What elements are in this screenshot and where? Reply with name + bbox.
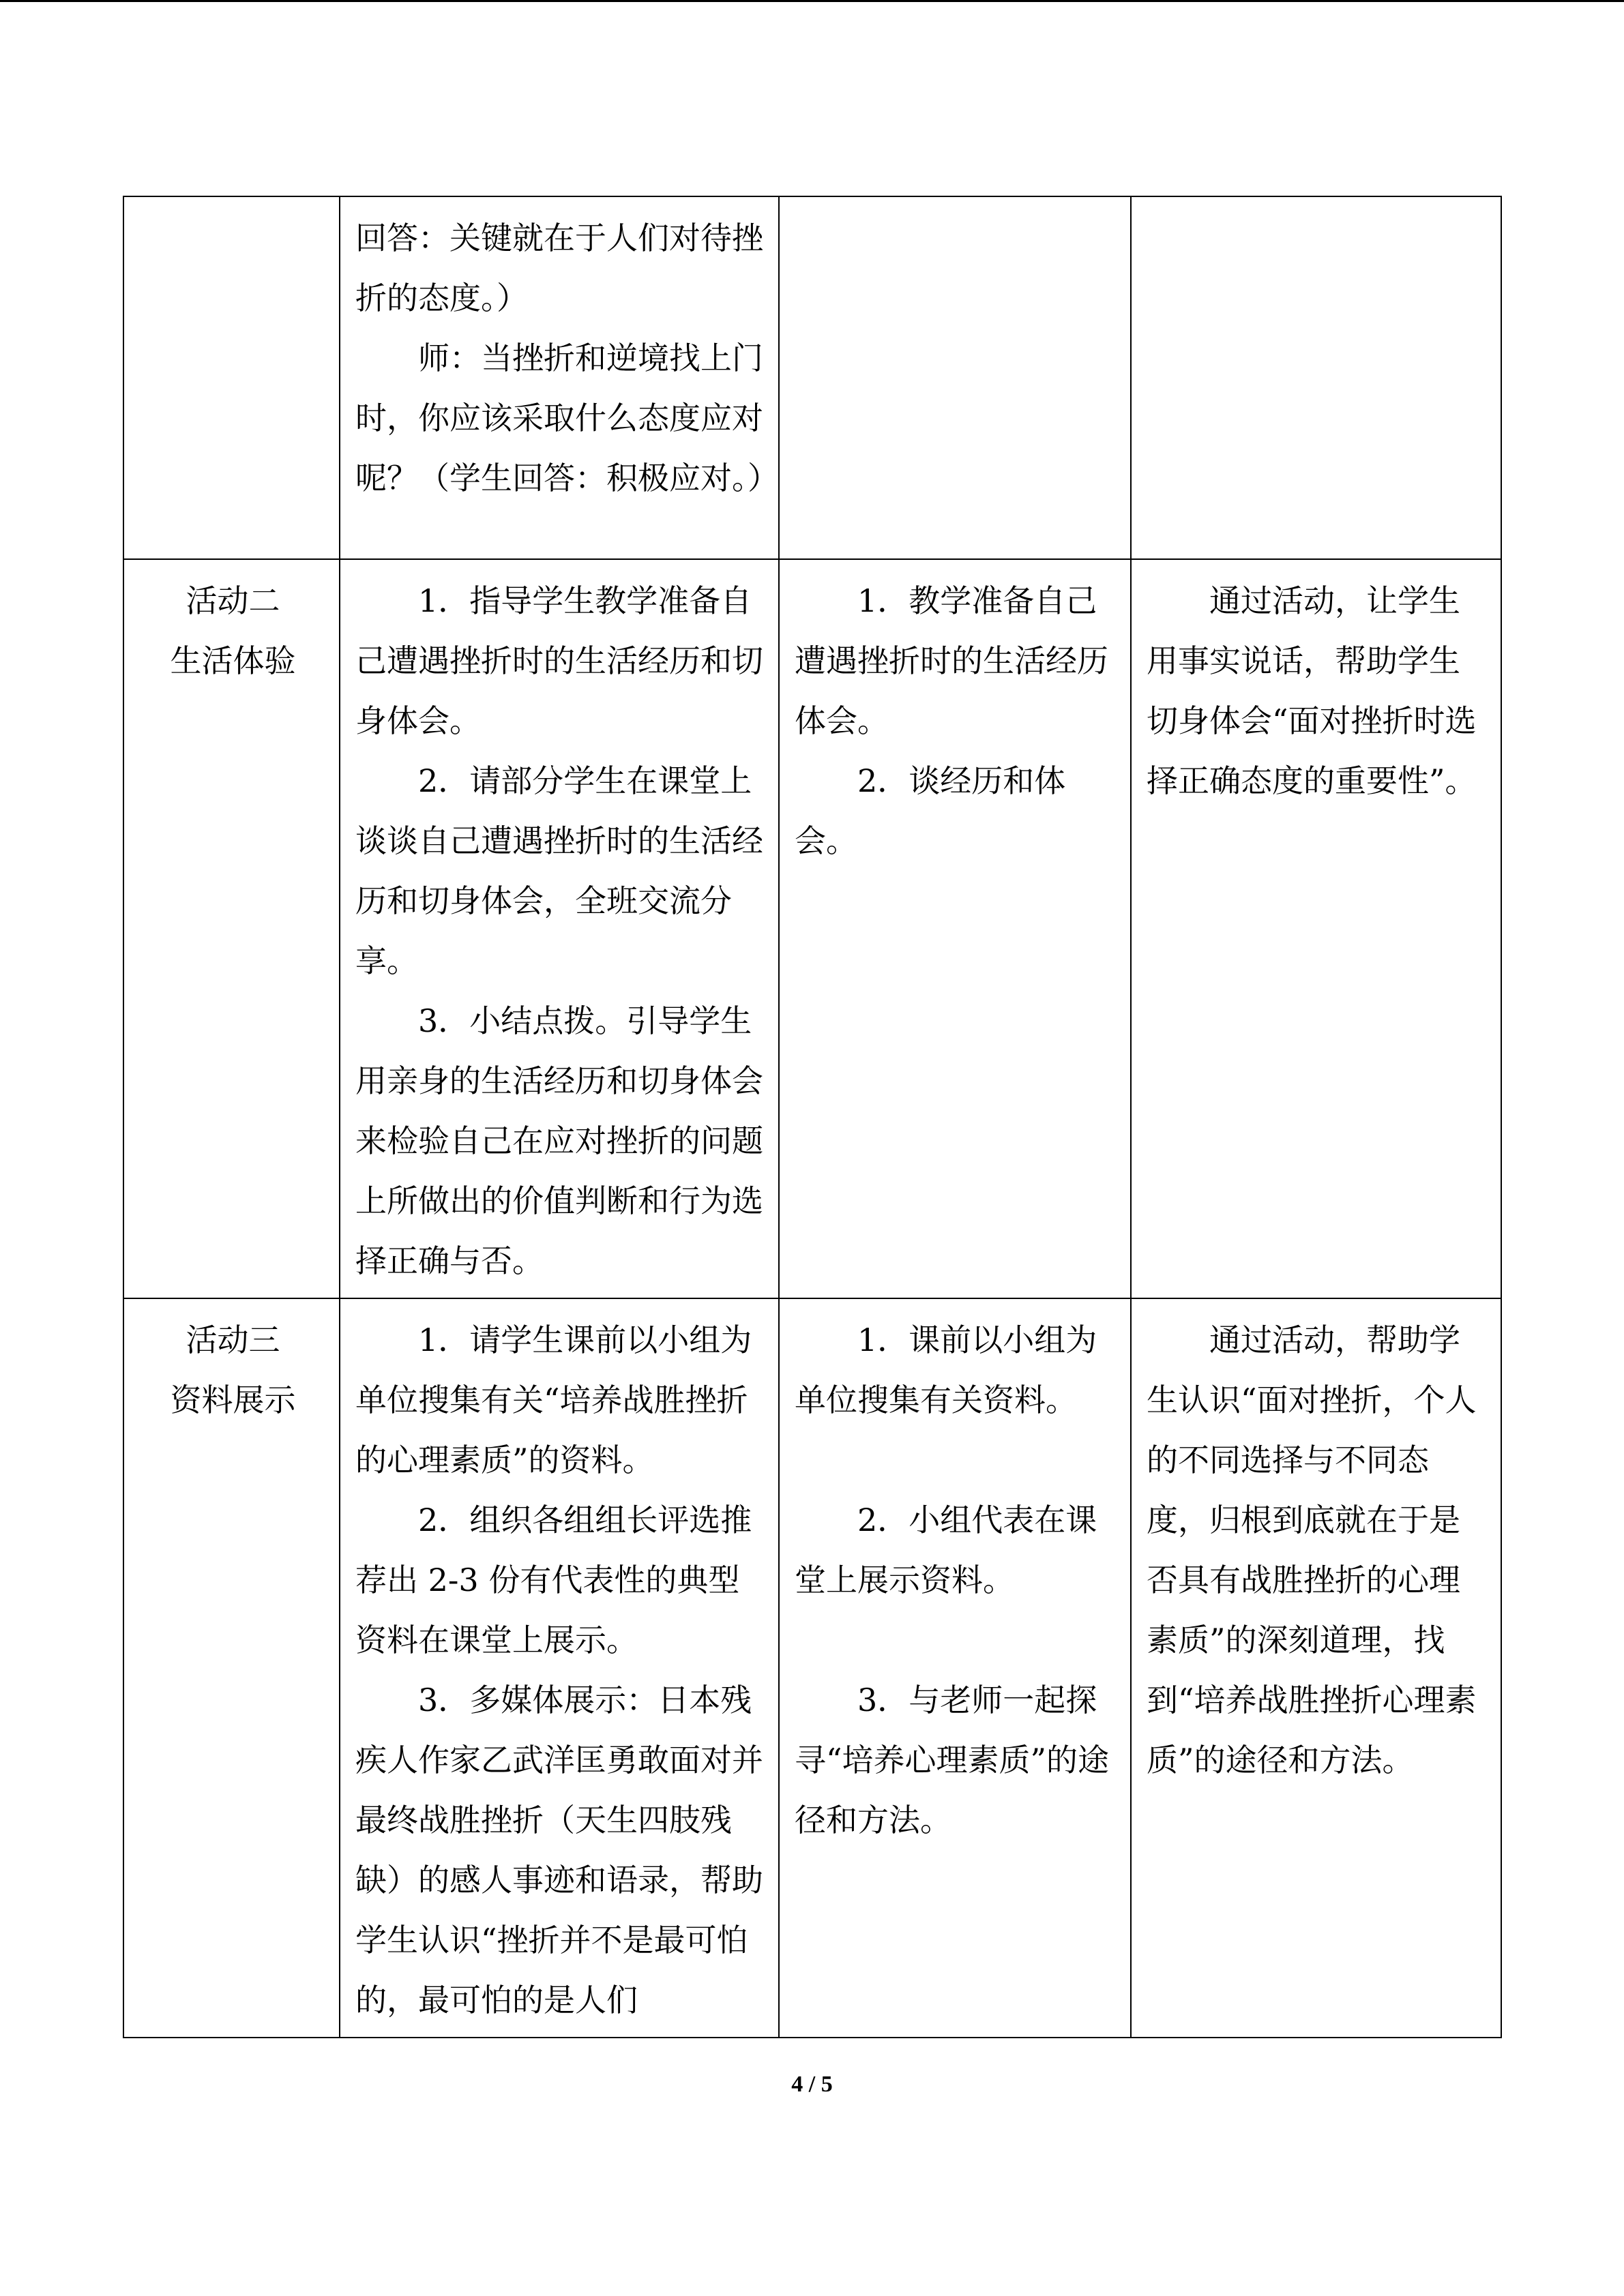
student-paragraph: 1．教学准备自己遭遇挫折时的生活经历体会。 [795, 582, 1108, 739]
design-intent-cell [1131, 1298, 1501, 2038]
teacher-paragraph: 3．多媒体展示：日本残疾人作家乙武洋匡勇敢面对并最终战胜挫折（天生四肢残缺）的感人事迹和语录，帮助学生认识“挫折并不是最可怕的，最可怕的是人们 [355, 1682, 763, 2018]
lesson-plan-table [123, 196, 1502, 2038]
student-paragraph: 2．小组代表在课堂上展示资料。 [795, 1502, 1097, 1598]
teacher-paragraph: 3．小结点拨。引导学生用亲身的生活经历和切身体会来检验自己在应对挫折的问题上所做出的价值判断和行为选择正确与否。 [355, 1002, 763, 1279]
activity-cell [123, 559, 340, 1298]
teacher-paragraph: 回答：关键就在于人们对待挫折的态度。） [355, 220, 763, 316]
student-paragraph: 3．与老师一起探寻“培养心理素质”的途径和方法。 [795, 1682, 1110, 1838]
activity-subtitle: 资料展示 [170, 1382, 296, 1418]
student-activity-cell [779, 559, 1131, 1298]
teacher-paragraph: 师：当挫折和逆境找上门时，你应该采取什么态度应对呢？（学生回答：积极应对。） [355, 340, 779, 496]
student-activity-cell [779, 1298, 1131, 2038]
table-row [123, 196, 1501, 559]
design-intent-cell [1131, 196, 1501, 559]
activity-cell [123, 1298, 340, 2038]
teacher-paragraph: 2．请部分学生在课堂上谈谈自己遭遇挫折时的生活经历和切身体会，全班交流分享。 [355, 762, 763, 979]
teacher-activity-cell [340, 559, 779, 1298]
intent-paragraph: 通过活动，帮助学生认识“面对挫折，个人的不同选择与不同态度，归根到底就在于是否具有战胜挫折的心理素质”的深刻道理，找到“培养战胜挫折心理素质”的途径和方法。 [1147, 1322, 1477, 1778]
intent-paragraph: 通过活动，让学生用事实说话，帮助学生切身体会“面对挫折时选择正确态度的重要性”。 [1147, 582, 1477, 799]
student-activity-cell [779, 196, 1131, 559]
table-row [123, 1298, 1501, 2038]
top-border-line [0, 0, 1624, 2]
teacher-activity-cell [340, 1298, 779, 2038]
student-paragraph: 1．课前以小组为单位搜集有关资料。 [795, 1322, 1097, 1418]
activity-name: 活动二 [186, 582, 280, 619]
activity-name: 活动三 [186, 1322, 280, 1358]
page-number: 4 / 5 [791, 2072, 833, 2097]
activity-cell [123, 196, 340, 559]
student-paragraph: 2．谈经历和体会。 [795, 762, 1066, 859]
activity-subtitle: 生活体验 [170, 642, 296, 679]
teacher-paragraph: 1．指导学生教学准备自己遭遇挫折时的生活经历和切身体会。 [355, 582, 763, 739]
teacher-paragraph: 1．请学生课前以小组为单位搜集有关“培养战胜挫折的心理素质”的资料。 [355, 1322, 752, 1478]
design-intent-cell [1131, 559, 1501, 1298]
spacer [795, 1430, 1118, 1490]
teacher-activity-cell [340, 196, 779, 559]
teacher-paragraph: 2．组织各组组长评选推荐出 2-3 份有代表性的典型资料在课堂上展示。 [355, 1502, 752, 1658]
spacer [795, 1610, 1118, 1670]
table-row [123, 559, 1501, 1298]
